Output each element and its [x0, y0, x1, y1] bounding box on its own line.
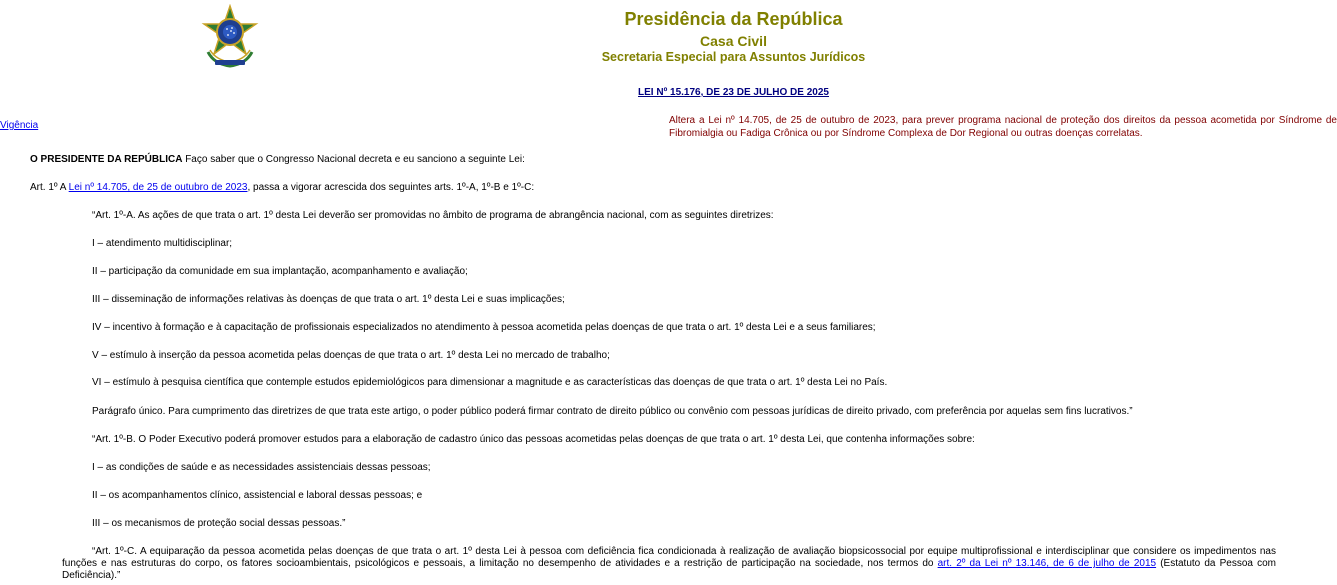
- law-14705-link[interactable]: Lei nº 14.705, de 25 de outubro de 2023: [68, 182, 248, 193]
- law-title-link[interactable]: LEI Nº 15.176, DE 23 DE JULHO DE 2025: [638, 87, 829, 98]
- art-1c-suffix: (Estatuto da Pessoa com Deficiência).”: [62, 558, 1276, 581]
- paragraph-art-1a: “Art. 1º-A. As ações de que trata o art. 1º desta Lei deverão ser promovidas no âmbito de programa de abrangência nacional, com as seguintes diretrizes:: [92, 210, 774, 221]
- paragraph-unico: Parágrafo único. Para cumprimento das diretrizes de que trata este artigo, o poder público poderá firmar contrato de direito público ou convênio com pessoas jurídicas de direito privado, com preferência por aquelas sem fins lucrativos.”: [92, 406, 1133, 417]
- presidency-heading: Presidência da República: [624, 9, 843, 29]
- paragraph-item-iii: III – disseminação de informações relativas às doenças de que trata o art. 1º desta Lei e suas implicações;: [92, 294, 565, 305]
- preamble: [30, 154, 525, 166]
- paragraph-art-1c: [62, 546, 1276, 582]
- paragraph-1b-item-iii: III – os mecanismos de proteção social dessas pessoas.”: [92, 518, 346, 529]
- paragraph-item-ii: II – participação da comunidade em sua implantação, acompanhamento e avaliação;: [92, 266, 468, 277]
- paragraph-item-i: I – atendimento multidisciplinar;: [92, 238, 233, 249]
- law-13146-link[interactable]: art. 2º da Lei nº 13.146, de 6 de julho de 2015: [937, 558, 1157, 569]
- preamble-bold: O PRESIDENTE DA REPÚBLICA: [30, 154, 183, 165]
- law-title: [0, 87, 1337, 98]
- vigencia-link[interactable]: Vigência: [0, 120, 39, 131]
- article-1-prefix: Art. 1º A: [30, 182, 69, 193]
- paragraph-item-iv: IV – incentivo à formação e à capacitação de profissionais especializados no atendimento à pessoa acometida pelas doenças de que trata o art. 1º desta Lei e a seus familiares;: [92, 322, 876, 333]
- paragraph-item-v: V – estímulo à inserção da pessoa acometida pelas doenças de que trata o art. 1º desta Lei no mercado de trabalho;: [92, 350, 610, 361]
- art-1c-text: “Art. 1º-C. A equiparação da pessoa acometida pelas doenças de que trata o art. 1º desta Lei à pessoa com deficiência fica condicionada à realização de avaliação biopsicossocial por equipe multiprofissional e interdisciplinar que considere os impedimentos nas funções e nas estruturas do corpo, os fatores socioambientais, psicológicos e pessoais, a limitação no desempenho de atividades e a restrição de participação na sociedade, nos termos do: [62, 546, 1276, 569]
- paragraph-item-vi: VI – estímulo à pesquisa científica que contemple estudos epidemiológicos para dimensionar a magnitude e as características das doenças de que trata o art. 1º desta Lei no País.: [92, 377, 888, 388]
- preamble-text: Faço saber que o Congresso Nacional decreta e eu sanciono a seguinte Lei:: [182, 154, 525, 165]
- secretaria-heading: Secretaria Especial para Assuntos Jurídicos: [601, 50, 866, 64]
- paragraph-art-1b: “Art. 1º-B. O Poder Executivo poderá promover estudos para a elaboração de cadastro único das pessoas acometidas pelas doenças de que trata o art. 1º desta Lei, que contenha informações sobre:: [92, 434, 975, 445]
- ementa: Altera a Lei nº 14.705, de 25 de outubro de 2023, para prever programa nacional de proteção dos direitos da pessoa acometida por Síndrome de Fibromialgia ou Fadiga Crônica ou por Síndrome Complexa de Dor Regional ou outras doenças correlatas.: [669, 115, 1337, 139]
- article-1-suffix: , passa a vigorar acrescida dos seguintes arts. 1º-A, 1º-B e 1º-C:: [247, 182, 535, 193]
- casa-civil-heading: Casa Civil: [700, 33, 767, 49]
- paragraph-1b-item-ii: II – os acompanhamentos clínico, assistencial e laboral dessas pessoas; e: [92, 490, 423, 501]
- article-1: [30, 182, 534, 194]
- paragraph-1b-item-i: I – as condições de saúde e as necessidades assistenciais dessas pessoas;: [92, 462, 431, 473]
